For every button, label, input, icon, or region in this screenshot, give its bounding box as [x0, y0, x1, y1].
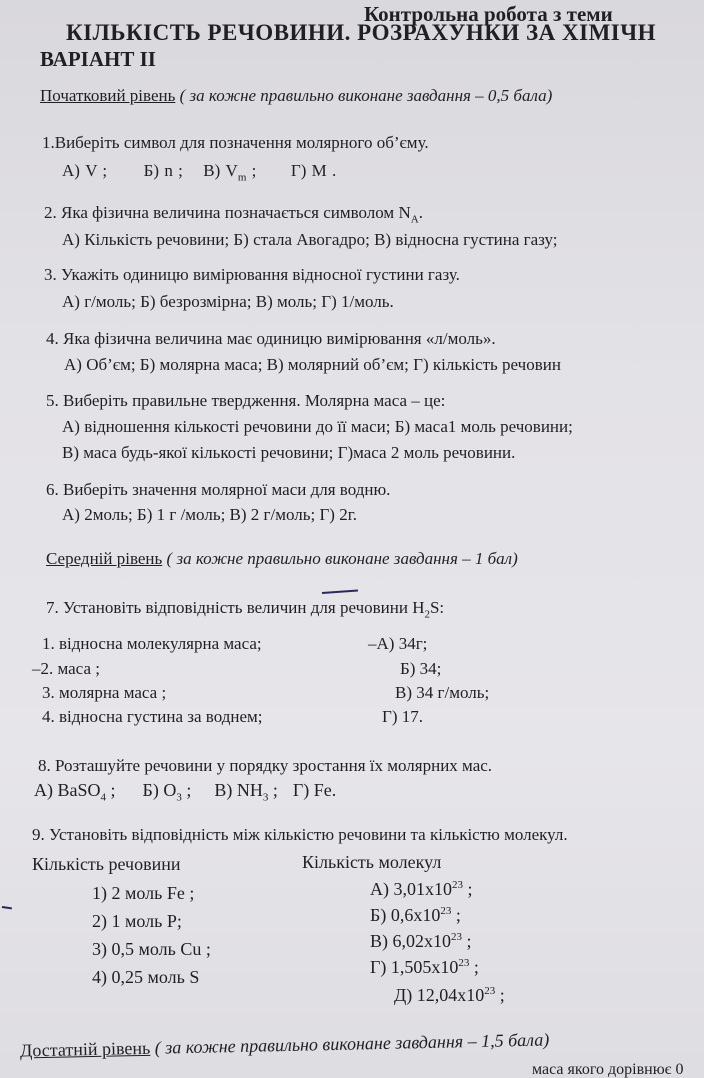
question-7: 7. Установіть відповідність величин для речовини $H_2S$: [46, 598, 445, 621]
q9-left-3: 3) 0,5 моль Cu ; [92, 939, 211, 959]
q9-right-d: Г) $1,505x10^{23}$ ; [370, 957, 479, 977]
q9-right-c: В) $6,02x10^{23}$ ; [370, 931, 472, 951]
level-note: ( за кожне правильно виконане завдання – 0,5 бала) [179, 86, 553, 105]
q9-left-4: 4) 0,25 моль S [92, 967, 200, 987]
answers-3: А) г/моль; Б) безрозмірна; В) моль; Г) 1/моль. [62, 292, 394, 311]
q9-right-title: Кількість молекул [302, 852, 442, 872]
pen-mark [322, 589, 358, 593]
level-title: Початковий рівень [40, 86, 176, 105]
answer-1b: Б) n ; [143, 161, 183, 180]
answer-8d: Г) Fe. [292, 780, 337, 800]
answers-5-line1: А) відношення кількості речовини до її маси; Б) маса1 моль речовини; [62, 417, 573, 436]
q7-left-3: 3. молярна маса ; [42, 683, 167, 702]
answers-2: А) Кількість речовини; Б) стала Авогадро; В) відносна густина газу; [62, 230, 558, 249]
q7-left-2: –2. маса ; [32, 659, 100, 678]
test-title: Контрольна робота з теми [364, 2, 613, 26]
answer-8a: А) BaSO$_4$ ; [34, 780, 116, 804]
q9-left-2: 2) 1 моль P; [92, 911, 182, 931]
answers-4: А) Об’єм; Б) молярна маса; В) молярний об’єм; Г) кількість речовин [64, 355, 561, 374]
answers-5-line2: В) маса будь-якої кількості речовини; Г)маса 2 моль речовини. [62, 443, 516, 462]
q9-right-b: Б) $0,6x10^{23}$ ; [370, 905, 461, 925]
question-5: 5. Виберіть правильне твердження. Молярна маса – це: [46, 391, 446, 410]
q7-right-b: Б) 34; [400, 659, 442, 678]
level-title: Середній рівень [46, 549, 163, 568]
question-6: 6. Виберіть значення молярної маси для водню. [46, 480, 391, 499]
question-8: 8. Розташуйте речовини у порядку зростання їх молярних мас. [38, 756, 493, 775]
answer-1a: А) V ; [62, 161, 108, 180]
answer-1c: В) $V_m$ ; [203, 161, 257, 184]
level3-cut-text: маса якого дорівнює 0 [532, 1061, 684, 1078]
question-3: 3. Укажіть одиницю вимірювання відносної густини газу. [44, 265, 460, 284]
level-note: ( за кожне правильно виконане завдання – 1 бал) [166, 549, 518, 568]
question-1: 1.Виберіть символ для позначення молярного об’єму. [42, 133, 429, 152]
q9-left-1: 1) 2 моль Fe ; [92, 883, 195, 903]
q7-left-1: 1. відносна молекулярна маса; [42, 634, 262, 653]
level-heading-initial [40, 87, 552, 104]
level-title: Достатній рівень [19, 1037, 151, 1061]
pen-mark [2, 906, 12, 909]
q9-right-e: Д) $12,04x10^{23}$ ; [394, 985, 505, 1005]
q9-right-a: А) $3,01x10^{23}$ ; [370, 879, 473, 899]
variant-label: ВАРІАНТ ІІ [40, 47, 156, 71]
answers-8 [34, 780, 337, 804]
q7-right-c: В) 34 г/моль; [395, 683, 490, 702]
question-2: 2. Яка фізична величина позначається символом $N_A$. [44, 203, 423, 226]
answer-8b: Б) $O_3$ ; [142, 780, 192, 804]
answer-1d: Г) M . [290, 161, 337, 180]
topic-title: КІЛЬКІСТЬ РЕЧОВИНИ. РОЗРАХУНКИ ЗА ХІМІЧН [66, 20, 657, 45]
answers-1 [62, 161, 337, 184]
q7-left-4: 4. відносна густина за воднем; [42, 707, 263, 726]
q9-left-title: Кількість речовини [32, 854, 181, 874]
q7-right-a: –А) 34г; [368, 634, 428, 653]
answers-6: А) 2моль; Б) 1 г /моль; В) 2 г/моль; Г) 2г. [62, 505, 358, 524]
question-9: 9. Установіть відповідність між кількістю речовини та кількістю молекул. [32, 825, 568, 844]
level-note: ( за кожне правильно виконане завдання – 1,5 бала) [154, 1029, 550, 1058]
question-4: 4. Яка фізична величина має одиницю вимірювання «л/моль». [46, 329, 496, 348]
q7-right-d: Г) 17. [382, 707, 423, 726]
level-heading-middle [46, 550, 518, 567]
answer-8c: В) $NH_3$ ; [214, 780, 278, 804]
level-heading-sufficient [20, 1030, 550, 1059]
